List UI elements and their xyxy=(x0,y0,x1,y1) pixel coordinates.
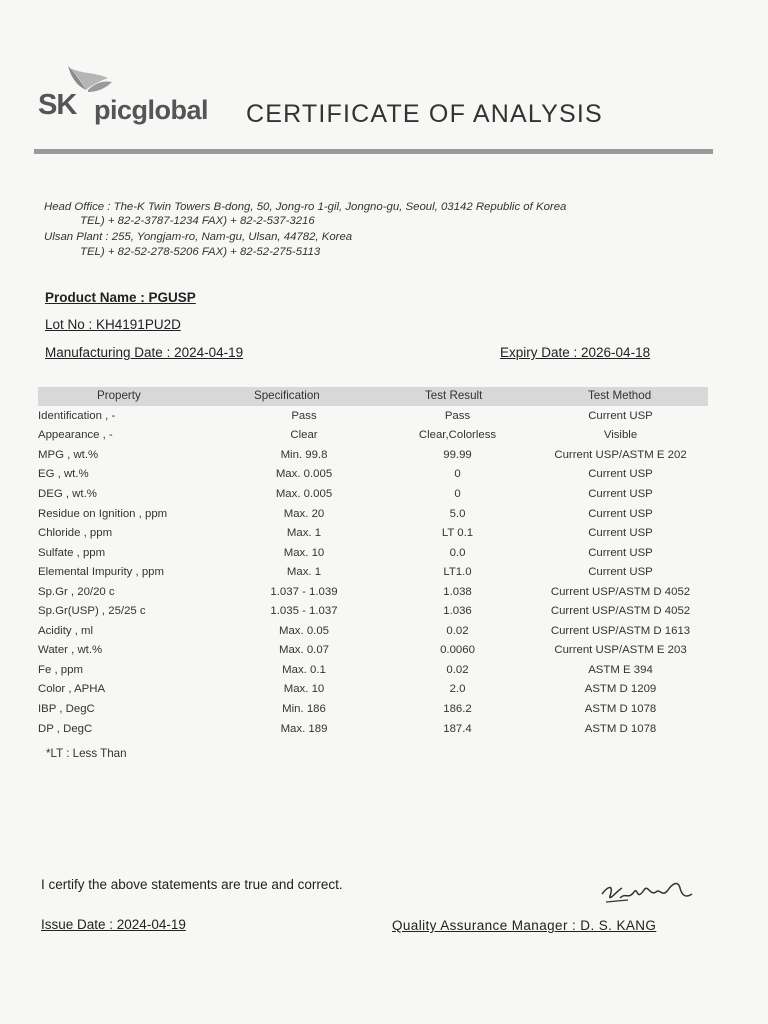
certification-statement: I certify the above statements are true and correct. xyxy=(41,877,343,892)
cell-specification: Max. 10 xyxy=(283,683,325,696)
cell-test-method: Current USP xyxy=(588,507,653,520)
product-name: Product Name : PGUSP xyxy=(45,290,196,305)
cell-specification: Max. 1 xyxy=(286,566,322,579)
cell-test-result: 99.99 xyxy=(443,448,472,461)
header-divider xyxy=(34,149,713,154)
cell-specification: Max. 0.05 xyxy=(278,624,330,637)
cell-property: Identification , - xyxy=(38,409,116,422)
cell-test-result: 0.02 xyxy=(446,663,469,676)
cell-test-result: 0.0060 xyxy=(440,644,475,657)
analysis-table xyxy=(38,406,706,738)
cell-specification: Max. 1 xyxy=(286,527,322,540)
cell-specification: Clear xyxy=(290,429,318,442)
header-test-method: Test Method xyxy=(588,389,652,402)
table-row xyxy=(38,426,706,446)
cell-test-method: Current USP/ASTM E 203 xyxy=(554,644,687,657)
table-row xyxy=(38,680,706,700)
header-test-result: Test Result xyxy=(425,389,483,402)
cell-property: Sulfate , ppm xyxy=(38,546,106,559)
header-specification: Specification xyxy=(254,389,320,402)
cell-test-result: Clear,Colorless xyxy=(418,429,497,442)
table-row xyxy=(38,660,706,680)
table-row xyxy=(38,562,706,582)
signature-icon xyxy=(598,876,698,908)
cell-property: Elemental Impurity , ppm xyxy=(38,566,164,579)
qa-manager: Quality Assurance Manager : D. S. KANG xyxy=(392,918,657,933)
cell-property: Color , APHA xyxy=(38,683,106,696)
cell-test-method: ASTM D 1078 xyxy=(584,702,657,715)
ulsan-plant-contact: TEL) + 82-52-278-5206 FAX) + 82-52-275-5113 xyxy=(80,246,321,258)
cell-specification: 1.035 - 1.037 xyxy=(270,605,338,618)
table-row xyxy=(38,465,706,485)
logo-sk-text: SK xyxy=(38,89,77,121)
cell-test-method: ASTM E 394 xyxy=(588,663,653,676)
header-property: Property xyxy=(97,389,141,402)
cell-test-method: Current USP/ASTM D 4052 xyxy=(550,605,691,618)
table-row xyxy=(38,406,706,426)
table-row xyxy=(38,484,706,504)
cell-property: IBP , DegC xyxy=(38,702,95,715)
table-row xyxy=(38,445,706,465)
cell-test-result: 0 xyxy=(454,487,461,500)
cell-test-result: 0.0 xyxy=(449,546,466,559)
cell-test-result: LT1.0 xyxy=(443,566,472,579)
logo-company-name: picglobal xyxy=(94,95,209,125)
cell-test-method: Current USP xyxy=(588,527,653,540)
cell-test-result: 1.036 xyxy=(443,605,472,618)
cell-specification: Max. 0.005 xyxy=(275,487,333,500)
cell-property: Residue on Ignition , ppm xyxy=(38,507,168,520)
cell-specification: Max. 189 xyxy=(280,722,328,735)
table-row xyxy=(38,621,706,641)
expiry-date: Expiry Date : 2026-04-18 xyxy=(500,345,651,360)
cell-property: Fe , ppm xyxy=(38,663,83,676)
cell-specification: Min. 186 xyxy=(282,702,326,715)
cell-specification: Pass xyxy=(291,409,317,422)
table-row xyxy=(38,523,706,543)
cell-specification: Min. 99.8 xyxy=(280,448,328,461)
cell-property: EG , wt.% xyxy=(38,468,89,481)
cell-test-result: LT 0.1 xyxy=(441,527,474,540)
cell-test-result: 2.0 xyxy=(449,683,466,696)
cell-test-method: Current USP/ASTM D 4052 xyxy=(550,585,691,598)
cell-property: Chloride , ppm xyxy=(38,527,113,540)
cell-test-method: Current USP xyxy=(588,566,653,579)
cell-test-method: Current USP/ASTM D 1613 xyxy=(550,624,691,637)
cell-specification: 1.037 - 1.039 xyxy=(270,585,338,598)
cell-test-result: 0 xyxy=(454,468,461,481)
table-row xyxy=(38,641,706,661)
cell-property: DEG , wt.% xyxy=(38,487,97,500)
cell-test-result: 1.038 xyxy=(443,585,472,598)
table-row xyxy=(38,504,706,524)
table-row xyxy=(38,543,706,563)
cell-property: Sp.Gr(USP) , 25/25 c xyxy=(38,605,146,618)
footnote: *LT : Less Than xyxy=(46,747,127,760)
cell-property: Appearance , - xyxy=(38,429,113,442)
cell-property: Acidity , ml xyxy=(38,624,94,637)
table-row xyxy=(38,601,706,621)
cell-property: DP , DegC xyxy=(38,722,93,735)
lot-number: Lot No : KH4191PU2D xyxy=(45,317,181,332)
table-row xyxy=(38,699,706,719)
cell-property: Sp.Gr , 20/20 c xyxy=(38,585,115,598)
cell-test-method: Visible xyxy=(603,429,638,442)
cell-test-result: 187.4 xyxy=(443,722,472,735)
cell-test-result: 186.2 xyxy=(443,702,472,715)
cell-test-result: 5.0 xyxy=(449,507,466,520)
cell-test-method: ASTM D 1078 xyxy=(584,722,657,735)
cell-specification: Max. 0.005 xyxy=(275,468,333,481)
cell-test-method: Current USP xyxy=(588,409,653,422)
document-title: CERTIFICATE OF ANALYSIS xyxy=(246,100,603,128)
cell-specification: Max. 0.07 xyxy=(278,644,330,657)
cell-test-method: Current USP xyxy=(588,468,653,481)
cell-specification: Max. 0.1 xyxy=(282,663,326,676)
cell-test-method: Current USP xyxy=(588,546,653,559)
table-row xyxy=(38,719,706,739)
cell-test-result: 0.02 xyxy=(446,624,469,637)
cell-specification: Max. 20 xyxy=(283,507,325,520)
cell-test-method: Current USP/ASTM E 202 xyxy=(554,448,687,461)
cell-specification: Max. 10 xyxy=(283,546,325,559)
cell-test-result: Pass xyxy=(444,409,471,422)
cell-property: MPG , wt.% xyxy=(38,448,99,461)
table-row xyxy=(38,582,706,602)
cell-test-method: Current USP xyxy=(588,487,653,500)
head-office-contact: TEL) + 82-2-3787-1234 FAX) + 82-2-537-3216 xyxy=(80,215,315,227)
manufacturing-date: Manufacturing Date : 2024-04-19 xyxy=(45,345,244,360)
head-office-address: Head Office : The-K Twin Towers B-dong, 50, Jong-ro 1-gil, Jongno-gu, Seoul, 03142 Republic of Korea xyxy=(44,201,567,213)
cell-property: Water , wt.% xyxy=(38,644,103,657)
ulsan-plant-address: Ulsan Plant : 255, Yongjam-ro, Nam-gu, Ulsan, 44782, Korea xyxy=(44,231,353,243)
issue-date: Issue Date : 2024-04-19 xyxy=(41,917,186,932)
cell-test-method: ASTM D 1209 xyxy=(584,683,657,696)
